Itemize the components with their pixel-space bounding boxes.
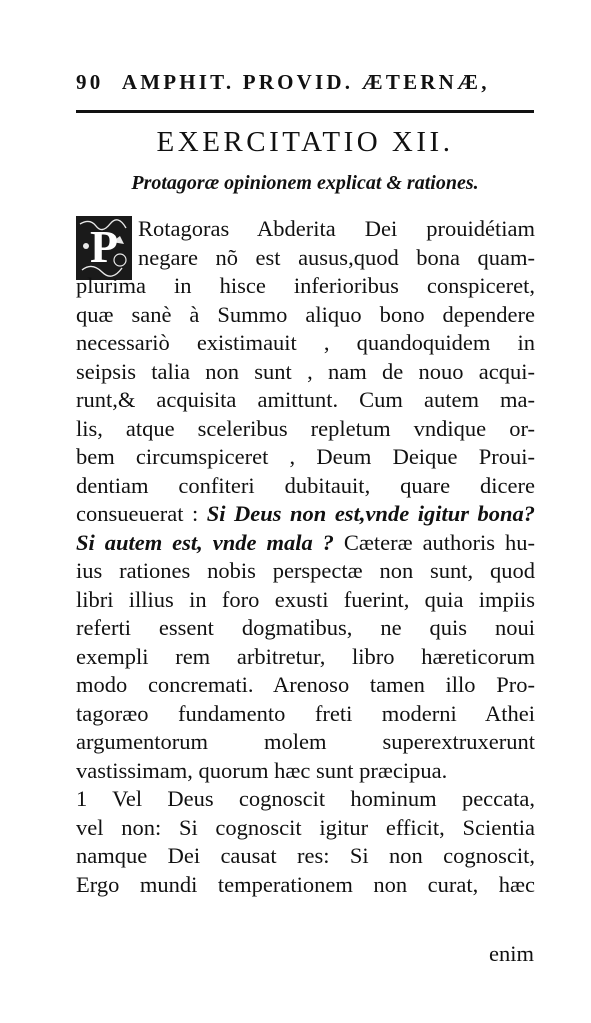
text-line: bem circumspiceret , Deum Deique Proui- bbox=[76, 444, 535, 469]
running-title: AMPHIT. PROVID. ÆTERNÆ, bbox=[121, 70, 490, 94]
text-line: seipsis talia non sunt , nam de nouo acqui- bbox=[76, 358, 535, 384]
text-line: libri illius in foro exusti fuerint, quia impiis bbox=[76, 586, 535, 612]
quotation: Si Deus non est,vnde igitur bona? bbox=[206, 501, 535, 526]
text-line: Si autem est, vnde mala ? Cæteræ authoris hu- bbox=[76, 529, 536, 555]
text-line: exempli rem arbitretur, libro hæreticorum bbox=[76, 643, 535, 669]
text-line: vel non: Si cognoscit igitur efficit, Scientia bbox=[76, 814, 535, 840]
text-line: necessariò existimauit , quandoquidem in bbox=[76, 330, 535, 355]
catchword: enim bbox=[489, 941, 534, 966]
body-text bbox=[76, 215, 535, 899]
text-line: 1 Vel Deus cognoscit hominum peccata, bbox=[76, 786, 535, 811]
text-line: dentiam confiteri dubitauit, quare dicere bbox=[76, 472, 535, 498]
text-line: negare nõ est ausus,quod bona quam- bbox=[138, 244, 535, 270]
dropcap-letter: P bbox=[89, 221, 119, 272]
page-number: 90 bbox=[76, 70, 104, 94]
chapter-subtitle: Protagoræ opinionem explicat & rationes. bbox=[131, 172, 479, 194]
text-line: quæ sanè à Summo aliquo bono dependere bbox=[76, 301, 535, 327]
text-line: runt,& acquisita amittunt. Cum autem ma- bbox=[76, 387, 535, 412]
text-line: Rotagoras Abderita Dei prouidétiam bbox=[138, 216, 535, 241]
running-head bbox=[76, 70, 536, 95]
text-line: tagoræo fundamento freti moderni Athei bbox=[76, 700, 535, 726]
text-line: referti essent dogmatibus, ne quis noui bbox=[76, 615, 535, 640]
text-line: lis, atque sceleribus repletum vndique or- bbox=[76, 415, 535, 441]
text-line: namque Dei causat res: Si non cognoscit, bbox=[76, 843, 535, 868]
header-rule bbox=[76, 110, 534, 113]
text-line: consueuerat : Si Deus non est,vnde igitur bona? bbox=[76, 501, 535, 526]
text-line: plurima in hisce inferioribus conspiceret, bbox=[76, 273, 535, 298]
text-line: argumentorum molem superextruxerunt bbox=[76, 729, 535, 754]
text-line: Ergo mundi temperationem non curat, hæc bbox=[76, 871, 535, 897]
chapter-title: EXERCITATIO XII. bbox=[156, 126, 454, 158]
quotation: Si autem est, vnde mala ? bbox=[76, 529, 334, 555]
text-line: ius rationes nobis perspectæ non sunt, quod bbox=[76, 558, 535, 583]
text-line: modo concremati. Arenoso tamen illo Pro- bbox=[76, 672, 535, 697]
text-line: vastissimam, quorum hæc sunt præcipua. bbox=[76, 757, 448, 783]
